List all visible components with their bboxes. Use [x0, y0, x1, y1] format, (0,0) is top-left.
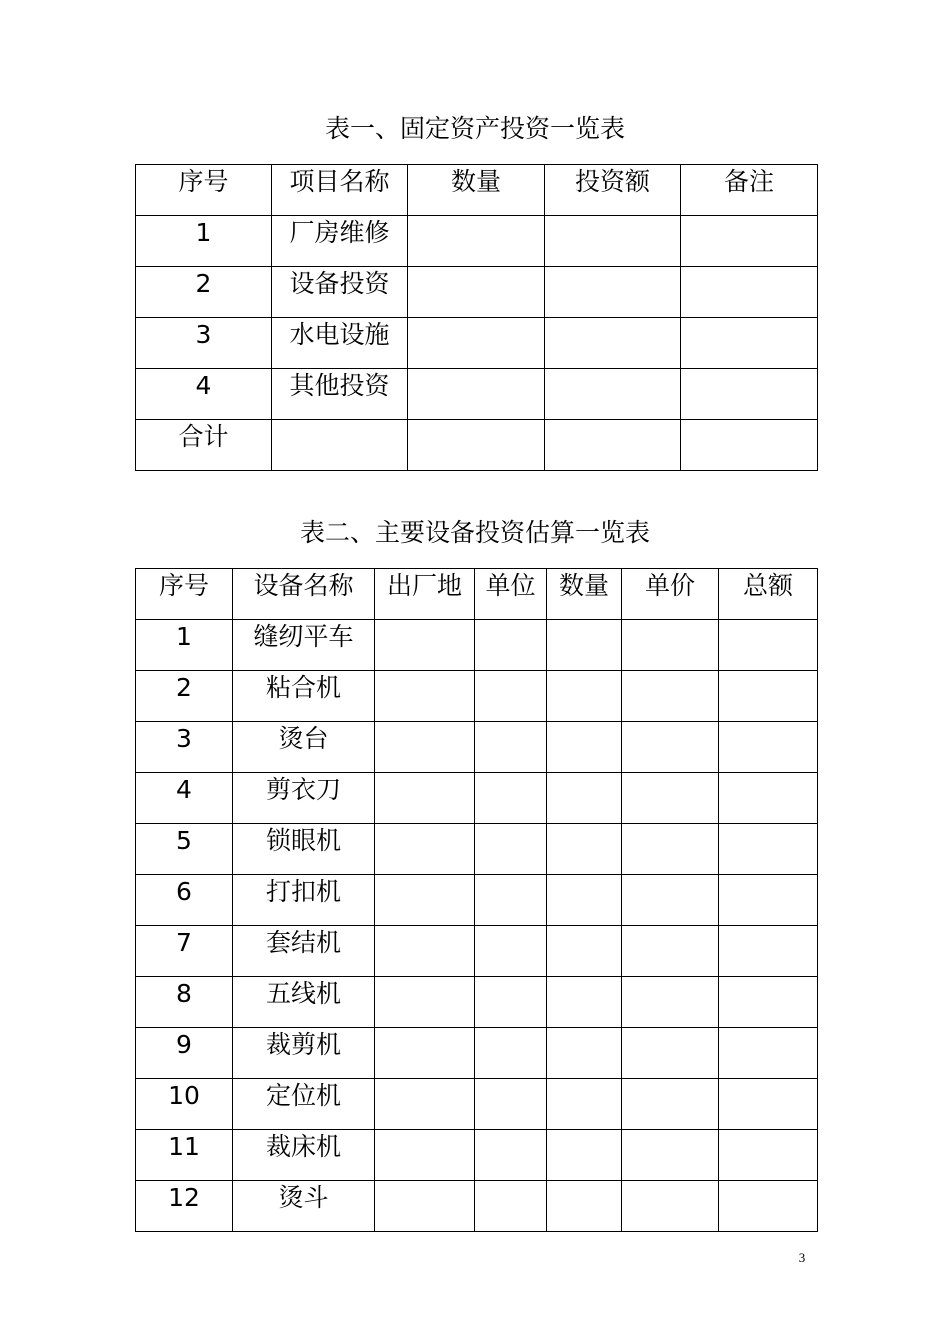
table-cell: [681, 420, 818, 471]
table-cell: [547, 824, 622, 875]
table-cell: [375, 824, 475, 875]
table-cell: 锁眼机: [233, 824, 375, 875]
table-cell: 裁床机: [233, 1130, 375, 1181]
table-row: [136, 216, 818, 267]
table-row: [136, 267, 818, 318]
table-cell: [408, 420, 545, 471]
table-cell: [475, 926, 547, 977]
column-header: 数量: [547, 569, 622, 620]
table-cell: 2: [136, 267, 272, 318]
table-cell: 7: [136, 926, 233, 977]
table-cell: 3: [136, 722, 233, 773]
table-cell: [719, 1181, 818, 1232]
table-row: [136, 1130, 818, 1181]
table-cell: 烫斗: [233, 1181, 375, 1232]
column-header: 备注: [681, 165, 818, 216]
column-header: 单价: [622, 569, 719, 620]
table-cell: [475, 773, 547, 824]
table-cell: 3: [136, 318, 272, 369]
page-number: 3: [798, 1250, 806, 1265]
table-cell: [547, 875, 622, 926]
equipment-table-title: 表二、主要设备投资估算一览表: [299, 518, 650, 547]
table-cell: 打扣机: [233, 875, 375, 926]
table-cell: [719, 620, 818, 671]
table-cell: 定位机: [233, 1079, 375, 1130]
table-cell: [475, 1181, 547, 1232]
column-header: 序号: [136, 165, 272, 216]
table-row: [136, 926, 818, 977]
equipment-investment-table: [135, 568, 818, 1232]
table-cell: 8: [136, 977, 233, 1028]
column-header: 项目名称: [272, 165, 408, 216]
table-cell: [719, 1079, 818, 1130]
table-cell: 粘合机: [233, 671, 375, 722]
table-cell: [547, 722, 622, 773]
table-cell: [547, 1079, 622, 1130]
table-cell: [622, 824, 719, 875]
table-row: [136, 369, 818, 420]
table-cell: [475, 671, 547, 722]
table-cell: [622, 671, 719, 722]
table-cell: 1: [136, 216, 272, 267]
table-cell: 裁剪机: [233, 1028, 375, 1079]
table-cell: 五线机: [233, 977, 375, 1028]
table-cell: [681, 267, 818, 318]
table-row: [136, 1079, 818, 1130]
table-cell: [375, 1181, 475, 1232]
table-cell: [408, 267, 545, 318]
table-row: [136, 722, 818, 773]
table-cell: [547, 926, 622, 977]
table-cell: [719, 824, 818, 875]
table-cell: [622, 620, 719, 671]
table-cell: 缝纫平车: [233, 620, 375, 671]
table-row: [136, 671, 818, 722]
column-header: 投资额: [545, 165, 681, 216]
table-cell: 烫台: [233, 722, 375, 773]
table-cell: [375, 1079, 475, 1130]
table-cell: [719, 926, 818, 977]
table-row: [136, 1181, 818, 1232]
table-cell: [475, 875, 547, 926]
table-cell: [545, 267, 681, 318]
table-cell: [547, 1028, 622, 1079]
table-cell: 厂房维修: [272, 216, 408, 267]
table-cell: [545, 369, 681, 420]
table-cell: [719, 875, 818, 926]
table-cell: 12: [136, 1181, 233, 1232]
table-cell: [719, 977, 818, 1028]
table-cell: [547, 671, 622, 722]
table-cell: [375, 977, 475, 1028]
table-row: [136, 824, 818, 875]
table-cell: [475, 1079, 547, 1130]
table-row: [136, 875, 818, 926]
table-cell: [719, 1028, 818, 1079]
table-cell: [375, 1028, 475, 1079]
column-header: 单位: [475, 569, 547, 620]
table-row: [136, 773, 818, 824]
column-header: 数量: [408, 165, 545, 216]
table-cell: 1: [136, 620, 233, 671]
table-cell: [681, 318, 818, 369]
table-cell: 9: [136, 1028, 233, 1079]
table-cell: [375, 773, 475, 824]
table-cell: [408, 216, 545, 267]
table-cell: 套结机: [233, 926, 375, 977]
table-cell: [719, 1130, 818, 1181]
table-cell: [681, 216, 818, 267]
table-cell: [681, 369, 818, 420]
column-header: 出厂地: [375, 569, 475, 620]
table-cell: [547, 1181, 622, 1232]
table-cell: 设备投资: [272, 267, 408, 318]
table-cell: 水电设施: [272, 318, 408, 369]
table-row: [136, 977, 818, 1028]
table-row: [136, 318, 818, 369]
table-cell: 其他投资: [272, 369, 408, 420]
table-cell: 11: [136, 1130, 233, 1181]
table-cell: [375, 1130, 475, 1181]
table-cell: 6: [136, 875, 233, 926]
table-cell: [475, 824, 547, 875]
table-cell: 5: [136, 824, 233, 875]
table-cell: [719, 773, 818, 824]
fixed-asset-table-title: 表一、固定资产投资一览表: [324, 114, 625, 143]
table-cell: 2: [136, 671, 233, 722]
table-cell: [375, 671, 475, 722]
column-header: 设备名称: [233, 569, 375, 620]
table-cell: [622, 773, 719, 824]
table-cell: [545, 420, 681, 471]
table-cell: [475, 722, 547, 773]
table-row: [136, 1028, 818, 1079]
table-cell: [622, 1181, 719, 1232]
table-cell: [719, 671, 818, 722]
column-header: 总额: [719, 569, 818, 620]
table-cell: [547, 1130, 622, 1181]
table-cell: 4: [136, 773, 233, 824]
table-header-row: [136, 569, 818, 620]
table-cell: [545, 216, 681, 267]
table-cell: [272, 420, 408, 471]
table-cell: [719, 722, 818, 773]
table-cell: [545, 318, 681, 369]
table-cell: [408, 369, 545, 420]
table-cell: [375, 722, 475, 773]
table-cell: [622, 1130, 719, 1181]
table-cell: 剪衣刀: [233, 773, 375, 824]
table-cell: 4: [136, 369, 272, 420]
table-cell: [622, 875, 719, 926]
table-cell: [622, 1079, 719, 1130]
table-cell: [475, 1130, 547, 1181]
fixed-asset-investment-table: [135, 164, 818, 471]
table-cell: 10: [136, 1079, 233, 1130]
table-cell: [408, 318, 545, 369]
table-header-row: [136, 165, 818, 216]
table-cell: [622, 722, 719, 773]
table-row: [136, 620, 818, 671]
table-cell: [547, 773, 622, 824]
table-cell: [622, 977, 719, 1028]
table-cell: [622, 1028, 719, 1079]
table-cell: [375, 620, 475, 671]
table-cell: [475, 977, 547, 1028]
table-cell: 合计: [136, 420, 272, 471]
table-cell: [475, 620, 547, 671]
column-header: 序号: [136, 569, 233, 620]
table-cell: [547, 620, 622, 671]
table-cell: [375, 926, 475, 977]
table-cell: [622, 926, 719, 977]
table-cell: [547, 977, 622, 1028]
table-cell: [475, 1028, 547, 1079]
table-row: [136, 420, 818, 471]
table-cell: [375, 875, 475, 926]
